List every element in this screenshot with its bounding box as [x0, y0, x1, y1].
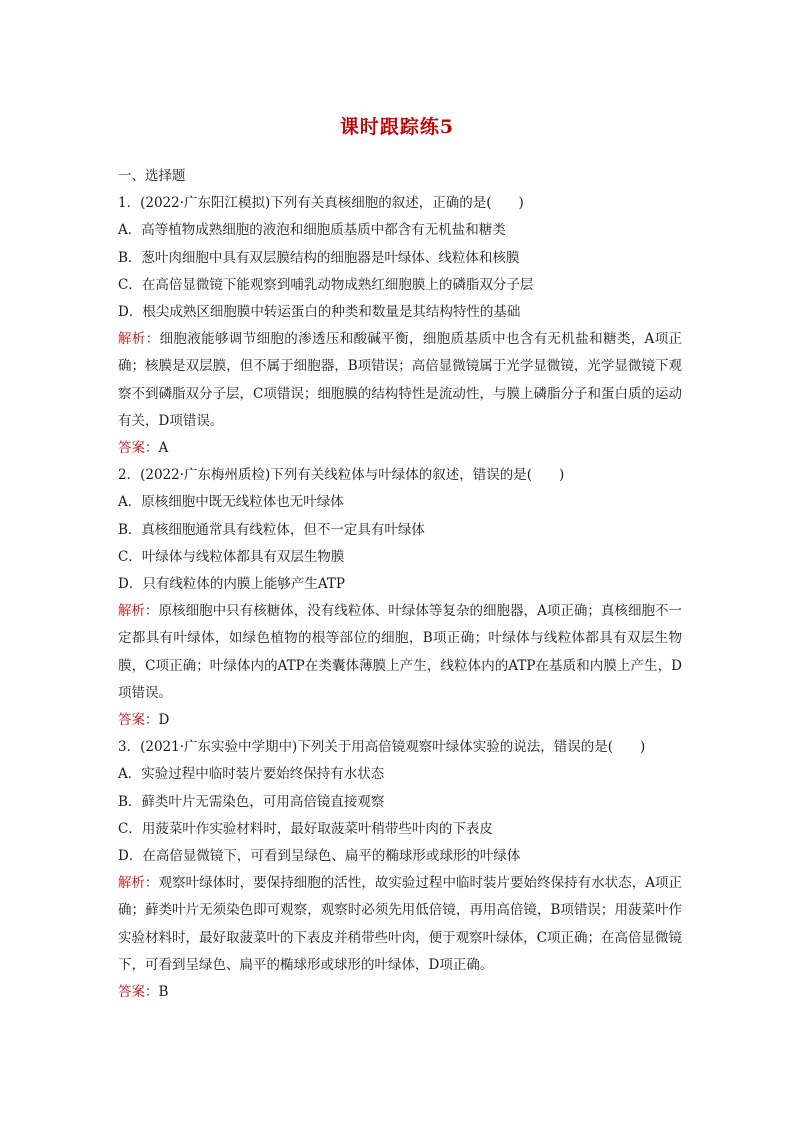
question-1-option-d: D．根尖成熟区细胞膜中转运蛋白的种类和数量是其结构特性的基础 [118, 304, 521, 321]
question-1-option-c: C．在高倍显微镜下能观察到哺乳动物成熟红细胞膜上的磷脂双分子层 [118, 276, 534, 293]
analysis-label: 解析： [118, 603, 159, 620]
question-2-analysis-text: 原核细胞中只有核糖体，没有线粒体、叶绿体等复杂的细胞器，A项正确；真核细胞不一定都具有叶绿体，如绿色植物的根等部位的细胞，B项正确；叶绿体与线粒体都具有双层生物膜，C项正确；叶绿体内的ATP在类囊体薄膜上产生，线粒体内的ATP在基质和内膜上产生，D项错误。 [118, 603, 683, 701]
question-1-stem: 1．(2022·广东阳江模拟)下列有关真核细胞的叙述，正确的是( ) [118, 195, 524, 212]
question-3-answer [118, 979, 682, 1006]
question-3 [118, 734, 682, 1006]
question-1-answer [118, 435, 682, 462]
analysis-label: 解析： [118, 331, 160, 348]
question-3-option-b: B．藓类叶片无需染色，可用高倍镜直接观察 [118, 793, 385, 810]
question-3-option-a: A．实验过程中临时装片要始终保持有水状态 [118, 766, 385, 783]
question-1-analysis-text: 细胞液能够调节细胞的渗透压和酸碱平衡，细胞质基质中也含有无机盐和糖类，A项正确；核膜是双层膜，但不属于细胞器，B项错误；高倍显微镜属于光学显微镜，光学显微镜下观察不到磷脂双分子层，C项错误；细胞膜的结构特性是流动性，与膜上磷脂分子和蛋白质的运动有关，D项错误。 [118, 331, 683, 429]
question-2-answer [118, 707, 682, 734]
question-1-option-b: B．葱叶肉细胞中具有双层膜结构的细胞器是叶绿体、线粒体和核膜 [118, 249, 520, 266]
question-2-option-b: B．真核细胞通常具有线粒体，但不一定具有叶绿体 [118, 521, 425, 538]
document-body [118, 163, 682, 1006]
question-1-option-a: A．高等植物成熟细胞的液泡和细胞质基质中都含有无机盐和糖类 [118, 222, 506, 239]
question-2-analysis [118, 598, 682, 707]
question-2-stem: 2．(2022·广东梅州质检)下列有关线粒体与叶绿体的叙述，错误的是( ) [118, 467, 565, 484]
question-3-option-c: C．用菠菜叶作实验材料时，最好取菠菜叶稍带些叶肉的下表皮 [118, 820, 493, 837]
question-3-answer-value: B [158, 984, 169, 1001]
question-1-answer-value: A [158, 440, 169, 457]
section-heading: 一、选择题 [118, 168, 186, 184]
question-2-answer-value: D [158, 712, 170, 729]
answer-label: 答案： [118, 984, 159, 1001]
analysis-label: 解析： [118, 875, 159, 892]
question-2 [118, 462, 682, 734]
question-1-analysis [118, 326, 682, 435]
question-2-option-c: C．叶绿体与线粒体都具有双层生物膜 [118, 548, 345, 565]
page-title: 课时跟踪练5 [339, 116, 455, 138]
question-2-option-a: A．原核细胞中既无线粒体也无叶绿体 [118, 494, 344, 511]
question-2-option-d: D．只有线粒体的内膜上能够产生ATP [118, 576, 345, 593]
question-3-option-d: D．在高倍显微镜下，可看到呈绿色、扁平的椭球形或球形的叶绿体 [118, 848, 521, 865]
answer-label: 答案： [118, 440, 159, 457]
question-1 [118, 190, 682, 462]
question-3-stem: 3．(2021·广东实验中学期中)下列关于用高倍镜观察叶绿体实验的说法，错误的是( ) [118, 739, 646, 756]
question-3-analysis [118, 870, 682, 979]
question-3-analysis-text: 观察叶绿体时，要保持细胞的活性，故实验过程中临时装片要始终保持有水状态，A项正确；藓类叶片无须染色即可观察，观察时必须先用低倍镜，再用高倍镜，B项错误；用菠菜叶作实验材料时，最好取菠菜叶的下表皮并稍带些叶肉，便于观察叶绿体，C项正确；在高倍显微镜下，可看到呈绿色、扁平的椭球形或球形的叶绿体，D项正确。 [118, 875, 683, 973]
answer-label: 答案： [118, 712, 159, 729]
